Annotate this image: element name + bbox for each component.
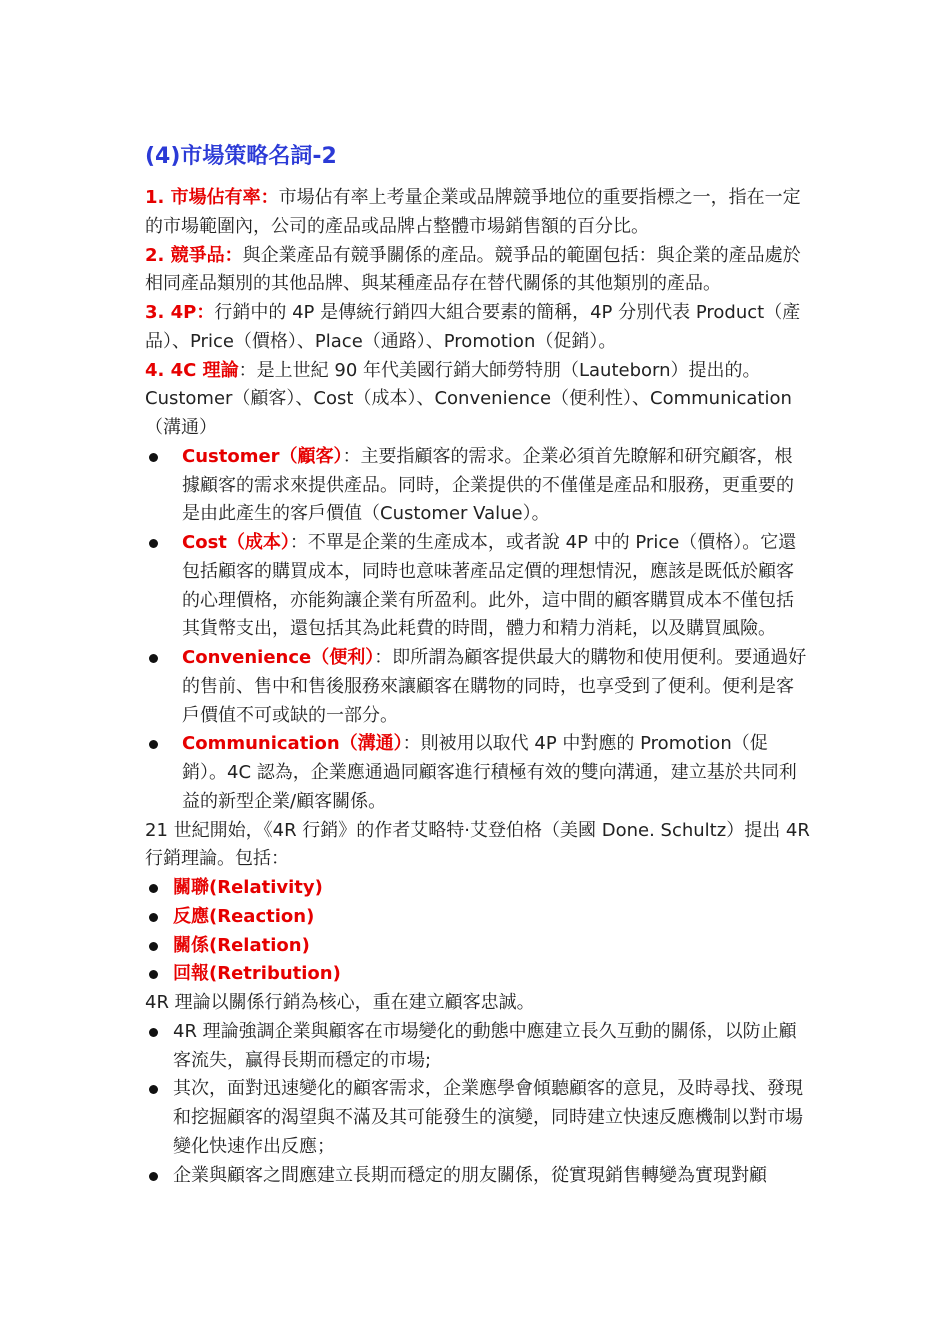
list-item-4c-cost <box>145 529 810 644</box>
term-label: 3. 4P： <box>145 302 215 323</box>
item-label: 回報(Retribution) <box>173 963 341 985</box>
paragraph-4c <box>145 357 810 443</box>
bullet-icon <box>149 453 158 462</box>
item-label: 關聯(Relativity) <box>173 877 323 898</box>
item-label: Communication（溝通） <box>182 733 403 755</box>
list-item-4r-reaction <box>145 903 810 932</box>
bullet-icon <box>149 1028 158 1037</box>
list-item-4r-point <box>145 1018 810 1076</box>
paragraph-4r-core: 4R 理論以關係行銷為核心，重在建立顧客忠誠。 <box>145 992 535 1013</box>
item-label: Customer（顧客） <box>182 445 343 467</box>
bullet-icon <box>149 1172 158 1181</box>
term-text: 行銷中的 4P 是傳統行銷四大組合要素的簡稱，4P 分別代表 Product（產品）、Price（價格）、Place（通路）、Promotion（促銷）。 <box>145 302 801 352</box>
item-text: ：主要指顧客的需求。企業必須首先瞭解和研究顧客，根據顧客的需求來提供產品。同時，企業提供的不僅僅是產品和服務，更重要的是由此產生的客戶價值（Customer Value）。 <box>182 445 794 525</box>
item-text: ：不單是企業的生產成本，或者說 4P 中的 Price（價格）。它還包括顧客的購買成本，同時也意味著產品定價的理想情況，應該是既低於顧客的心理價格，亦能夠讓企業有所盈利。此外，這中間的顧客購買成本不僅包括其貨幣支出，還包括其為此耗費的時間，體力和精力消耗，以及購買風險。 <box>182 532 797 640</box>
term-text: 與企業產品有競爭關係的產品。競爭品的範圍包括：與企業的產品處於相同產品類別的其他品牌、與某種產品存在替代關係的其他類別的產品。 <box>145 244 801 295</box>
item-text: ：即所謂為顧客提供最大的購物和使用便利。要通過好的售前、售中和售後服務來讓顧客在購物的同時，也享受到了便利。便利是客戶價值不可或缺的一部分。 <box>182 647 807 726</box>
list-item-4c-customer <box>145 443 810 529</box>
item-text: 4R 理論強調企業與顧客在市場變化的動態中應建立長久互動的關係，以防止顧客流失，贏得長期而穩定的市場; <box>173 1020 797 1071</box>
bullet-icon <box>149 654 158 663</box>
item-text: 企業與顧客之間應建立長期而穩定的朋友關係，從實現銷售轉變為實現對顧 <box>173 1164 767 1186</box>
list-item-4c-communication <box>145 730 810 816</box>
bullet-icon <box>149 970 158 979</box>
item-label: Convenience（便利） <box>182 647 375 668</box>
bullet-icon <box>149 942 158 951</box>
paragraph-market-share <box>145 184 810 242</box>
paragraph-competitor <box>145 242 810 300</box>
section-heading: (4)市場策略名詞-2 <box>145 144 337 169</box>
item-text: ：則被用以取代 4P 中對應的 Promotion（促銷）。4C 認為，企業應通過同顧客進行積極有效的雙向溝通，建立基於共同利益的新型企業/顧客關係。 <box>182 733 797 812</box>
bullet-icon <box>149 1085 158 1094</box>
item-label: 關係(Relation) <box>173 934 310 956</box>
list-item-4r-retribution <box>145 960 810 989</box>
term-label: 4. 4C 理論 <box>145 359 239 381</box>
term-label: 2. 競爭品： <box>145 244 243 266</box>
term-text: ：是上世紀 90 年代美國行銷大師勞特朋（Lauteborn）提出的。Customer（顧客）、Cost（成本）、Convenience（便利性）、Communication（溝通） <box>145 359 792 438</box>
bullet-icon <box>149 913 158 922</box>
document-body <box>145 184 810 1190</box>
list-item-4r-relativity <box>145 874 810 903</box>
term-text: 市場佔有率上考量企業或品牌競爭地位的重要指標之一，指在一定的市場範圍內，公司的產品或品牌占整體市場銷售額的百分比。 <box>145 187 801 237</box>
bullet-icon <box>149 740 158 749</box>
item-label: Cost（成本） <box>182 532 290 553</box>
list-item-4r-point <box>145 1075 810 1161</box>
bullet-icon <box>149 884 158 893</box>
item-text: 其次，面對迅速變化的顧客需求，企業應學會傾聽顧客的意見，及時尋找、發現和挖掘顧客的渴望與不滿及其可能發生的演變，同時建立快速反應機制以對市場變化快速作出反應； <box>173 1078 803 1157</box>
term-label: 1. 市場佔有率： <box>145 187 279 208</box>
item-label: 反應(Reaction) <box>173 905 315 927</box>
list-item-4r-relation <box>145 932 810 961</box>
list-item-4r-point <box>145 1162 810 1191</box>
bullet-icon <box>149 539 158 548</box>
paragraph-4p <box>145 299 810 357</box>
paragraph-4r-intro: 21 世紀開始，《4R 行銷》的作者艾略特·艾登伯格（美國 Done. Schultz）提出 4R 行銷理論。包括： <box>145 819 810 870</box>
list-item-4c-convenience <box>145 644 810 730</box>
